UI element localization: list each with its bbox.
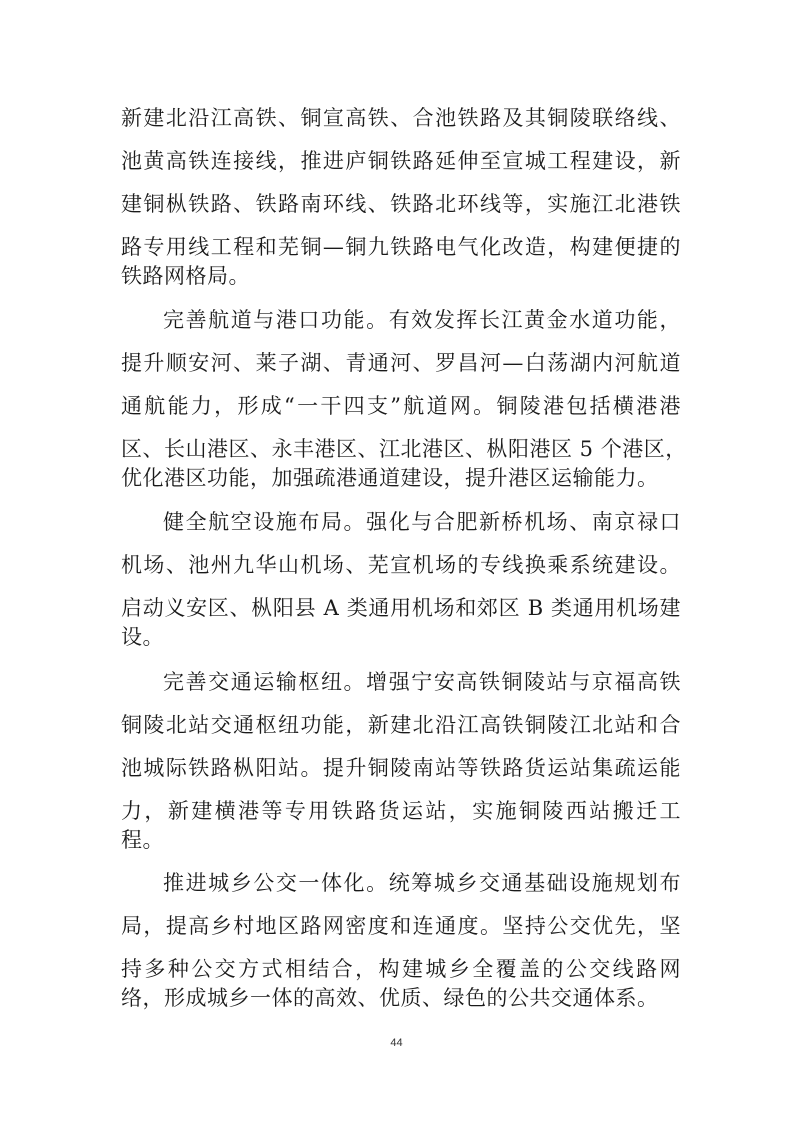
paragraph-line: 池城际铁路枞阳站。提升铜陵南站等铁路货运站集疏运能 <box>121 756 681 780</box>
paragraph-line: 铁路网格局。 <box>121 264 250 288</box>
paragraph-line: 局，提高乡村地区路网密度和连通度。坚持公交优先，坚 <box>121 914 681 938</box>
paragraph-first-line <box>163 507 681 537</box>
paragraph-line: 新建北沿江高铁、铜宣高铁、合池铁路及其铜陵联络线、 <box>121 106 681 130</box>
paragraph-line: 建铜枞铁路、铁路南环线、铁路北环线等，实施江北港铁 <box>121 192 681 216</box>
paragraph-line: 优化港区功能，加强疏港通道建设，提升港区运输能力。 <box>121 466 659 490</box>
paragraph-line: 启动义安区、枞阳县 A 类通用机场和郊区 B 类通用机场建 <box>121 596 681 620</box>
paragraph-text: 统筹城乡交通基础设施规划布 <box>388 871 682 895</box>
paragraph-first-line <box>163 305 681 335</box>
section-heading: 推进城乡公交一体化。 <box>163 871 389 895</box>
section-heading: 健全航空设施布局。 <box>163 510 367 534</box>
section-heading: 完善交通运输枢纽。 <box>163 670 367 694</box>
paragraph-text: 强化与合肥新桥机场、南京禄口 <box>366 510 682 534</box>
paragraph-line: 提升顺安河、莱子湖、青通河、罗昌河—白荡湖内河航道 <box>121 351 681 375</box>
page-number: 44 <box>390 1037 403 1049</box>
paragraph-first-line <box>163 868 681 898</box>
paragraph-line: 程。 <box>121 828 164 852</box>
paragraph-text: 有效发挥长江黄金水道功能， <box>388 308 682 332</box>
paragraph-line: 设。 <box>121 625 164 649</box>
paragraph-text: 增强宁安高铁铜陵站与京福高铁 <box>366 670 682 694</box>
paragraph-line: 铜陵北站交通枢纽功能，新建北沿江高铁铜陵江北站和合 <box>121 713 681 737</box>
paragraph-line: 路专用线工程和芜铜—铜九铁路电气化改造，构建便捷的 <box>121 235 681 259</box>
paragraph-line: 池黄高铁连接线，推进庐铜铁路延伸至宣城工程建设，新 <box>121 149 681 173</box>
paragraph-line: 力，新建横港等专用铁路货运站，实施铜陵西站搬迁工 <box>121 799 681 823</box>
paragraph-line: 持多种公交方式相结合，构建城乡全覆盖的公交线路网 <box>121 957 681 981</box>
paragraph-line: 通航能力，形成“一干四支”航道网。铜陵港包括横港港 <box>121 394 681 418</box>
paragraph-line: 区、长山港区、永丰港区、江北港区、枞阳港区 5 个港区， <box>121 437 687 461</box>
section-heading: 完善航道与港口功能。 <box>163 308 389 332</box>
paragraph-line: 机场、池州九华山机场、芜宣机场的专线换乘系统建设。 <box>121 553 681 577</box>
paragraph-first-line <box>163 667 681 697</box>
paragraph-line: 络，形成城乡一体的高效、优质、绿色的公共交通体系。 <box>121 986 659 1010</box>
